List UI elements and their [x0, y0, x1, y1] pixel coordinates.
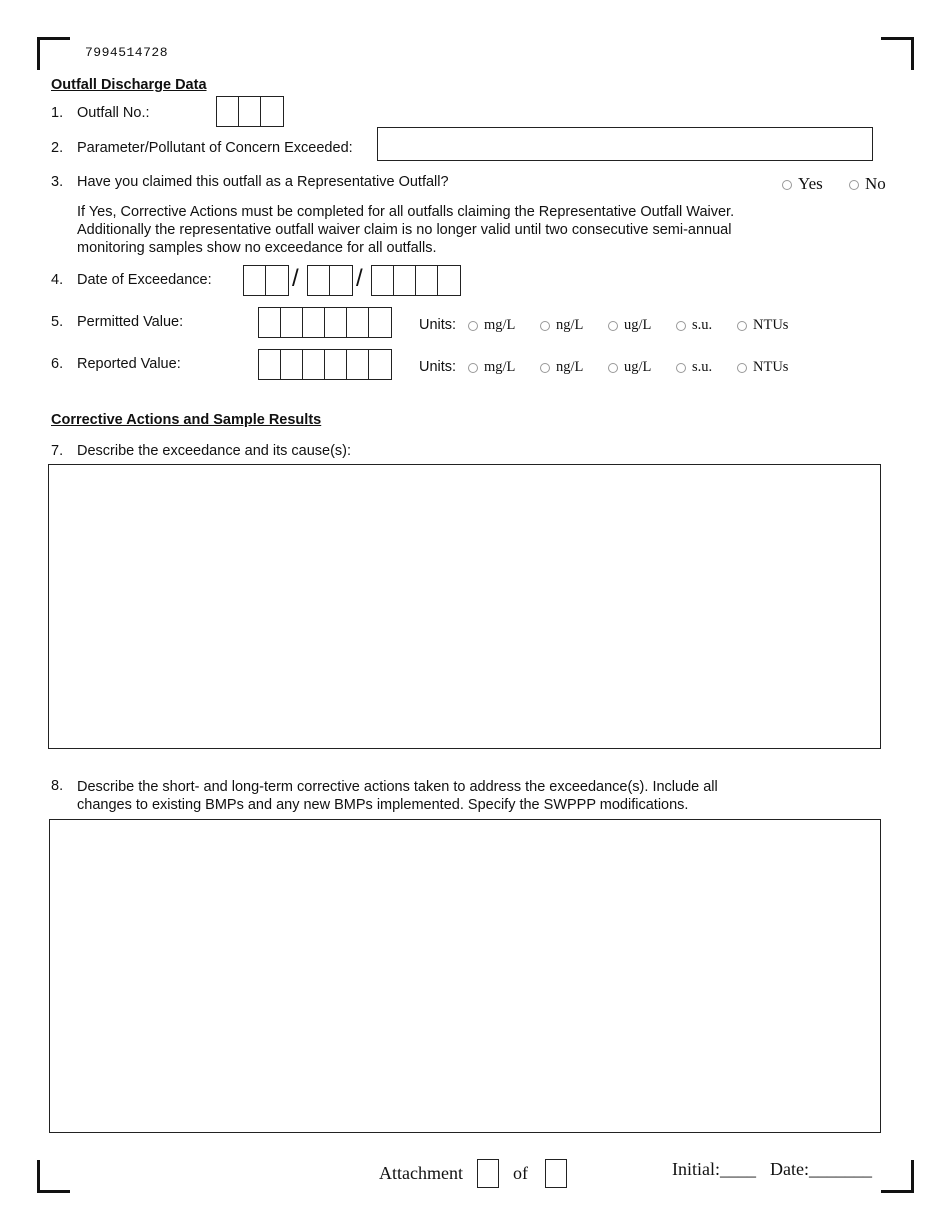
unit-label: mg/L [484, 359, 516, 375]
value-digit-cell[interactable] [281, 308, 303, 337]
q8-number: 8. [51, 778, 64, 794]
date-digit-cell[interactable] [266, 266, 288, 295]
corner-mark-bottom-left [37, 1160, 70, 1193]
q8-line: Describe the short- and long-term corrective actions taken to address the exceedance(s). Include all [77, 779, 718, 795]
section-title-outfall-discharge: Outfall Discharge Data [51, 77, 207, 93]
yes-option[interactable] [782, 174, 823, 194]
attachment-total-box[interactable] [545, 1159, 567, 1188]
no-option[interactable] [849, 174, 886, 194]
corner-mark-bottom-right [881, 1160, 914, 1193]
value-digit-cell[interactable] [369, 308, 391, 337]
reported-unit-su[interactable] [676, 359, 712, 376]
date-day-field[interactable] [307, 265, 353, 296]
no-radio[interactable] [849, 180, 859, 190]
document-id: 7994514728 [85, 45, 169, 60]
unit-label: ug/L [624, 317, 652, 333]
value-digit-cell[interactable] [369, 350, 391, 379]
q2-label: Parameter/Pollutant of Concern Exceeded: [77, 140, 353, 156]
radio-icon[interactable] [676, 321, 686, 331]
date-digit-cell[interactable] [372, 266, 394, 295]
radio-icon[interactable] [540, 321, 550, 331]
q1-label: Outfall No.: [77, 105, 150, 121]
value-digit-cell[interactable] [325, 350, 347, 379]
q5-number: 5. [51, 314, 64, 330]
radio-icon[interactable] [676, 363, 686, 373]
permitted-value-field[interactable] [258, 307, 392, 338]
value-digit-cell[interactable] [281, 350, 303, 379]
attachment-label: Attachment [379, 1163, 463, 1183]
q3-number: 3. [51, 174, 64, 190]
q7-number: 7. [51, 443, 64, 459]
no-label: No [865, 174, 886, 193]
corner-mark-top-right [881, 37, 914, 70]
unit-label: ng/L [556, 359, 584, 375]
value-digit-cell[interactable] [347, 308, 369, 337]
unit-label: NTUs [753, 359, 789, 375]
date-digit-cell[interactable] [330, 266, 352, 295]
reported-unit-mgl[interactable] [468, 359, 515, 376]
date-digit-cell[interactable] [244, 266, 266, 295]
value-digit-cell[interactable] [325, 308, 347, 337]
reported-unit-ugl[interactable] [608, 359, 651, 376]
value-digit-cell[interactable] [303, 308, 325, 337]
date-digit-cell[interactable] [438, 266, 460, 295]
value-digit-cell[interactable] [259, 308, 281, 337]
permitted-unit-ugl[interactable] [608, 317, 651, 334]
q4-number: 4. [51, 272, 64, 288]
note-line: monitoring samples show no exceedance for all outfalls. [77, 240, 437, 256]
radio-icon[interactable] [468, 363, 478, 373]
of-label: of [513, 1163, 528, 1183]
q2-number: 2. [51, 140, 64, 156]
q7-label: Describe the exceedance and its cause(s): [77, 443, 352, 459]
reported-value-field[interactable] [258, 349, 392, 380]
note-line: If Yes, Corrective Actions must be completed for all outfalls claiming the Representative Outfall Waiver. [77, 204, 735, 220]
q1-number: 1. [51, 105, 64, 121]
date-separator: / [356, 265, 363, 292]
value-digit-cell[interactable] [259, 350, 281, 379]
unit-label: s.u. [692, 317, 713, 333]
value-digit-cell[interactable] [303, 350, 325, 379]
permitted-unit-ntus[interactable] [737, 317, 788, 334]
permitted-units-label: Units: [419, 317, 457, 333]
unit-label: mg/L [484, 317, 516, 333]
q8-label [77, 778, 817, 814]
outfall-digit-cell[interactable] [217, 97, 239, 126]
date-month-field[interactable] [243, 265, 289, 296]
representative-outfall-note [77, 203, 817, 257]
pollutant-field[interactable] [377, 127, 873, 161]
radio-icon[interactable] [608, 321, 618, 331]
yes-label: Yes [798, 174, 823, 193]
reported-unit-ntus[interactable] [737, 359, 788, 376]
value-digit-cell[interactable] [347, 350, 369, 379]
exceedance-cause-textarea[interactable] [48, 464, 881, 749]
q6-label: Reported Value: [77, 356, 181, 372]
q8-line: changes to existing BMPs and any new BMPs implemented. Specify the SWPPP modifications. [77, 797, 689, 813]
yes-radio[interactable] [782, 180, 792, 190]
radio-icon[interactable] [540, 363, 550, 373]
date-year-field[interactable] [371, 265, 461, 296]
q6-number: 6. [51, 356, 64, 372]
radio-icon[interactable] [737, 363, 747, 373]
q3-label: Have you claimed this outfall as a Representative Outfall? [77, 174, 449, 190]
unit-label: ug/L [624, 359, 652, 375]
date-separator: / [292, 265, 299, 292]
outfall-digit-cell[interactable] [261, 97, 283, 126]
q5-label: Permitted Value: [77, 314, 184, 330]
note-line: Additionally the representative outfall waiver claim is no longer valid until two consecutive semi-annual [77, 222, 732, 238]
radio-icon[interactable] [737, 321, 747, 331]
reported-unit-ngl[interactable] [540, 359, 583, 376]
date-field[interactable]: Date:_______ [770, 1159, 872, 1179]
date-digit-cell[interactable] [394, 266, 416, 295]
corrective-actions-textarea[interactable] [49, 819, 881, 1133]
reported-units-label: Units: [419, 359, 457, 375]
q4-label: Date of Exceedance: [77, 272, 212, 288]
outfall-number-field[interactable] [216, 96, 284, 127]
initial-field[interactable]: Initial:____ [672, 1159, 756, 1179]
attachment-number-box[interactable] [477, 1159, 499, 1188]
date-digit-cell[interactable] [308, 266, 330, 295]
unit-label: s.u. [692, 359, 713, 375]
date-digit-cell[interactable] [416, 266, 438, 295]
permitted-unit-su[interactable] [676, 317, 712, 334]
radio-icon[interactable] [468, 321, 478, 331]
unit-label: ng/L [556, 317, 584, 333]
unit-label: NTUs [753, 317, 789, 333]
corner-mark-top-left [37, 37, 70, 70]
permitted-unit-mgl[interactable] [468, 317, 515, 334]
permitted-unit-ngl[interactable] [540, 317, 583, 334]
section-title-corrective-actions: Corrective Actions and Sample Results [51, 412, 322, 428]
outfall-digit-cell[interactable] [239, 97, 261, 126]
radio-icon[interactable] [608, 363, 618, 373]
